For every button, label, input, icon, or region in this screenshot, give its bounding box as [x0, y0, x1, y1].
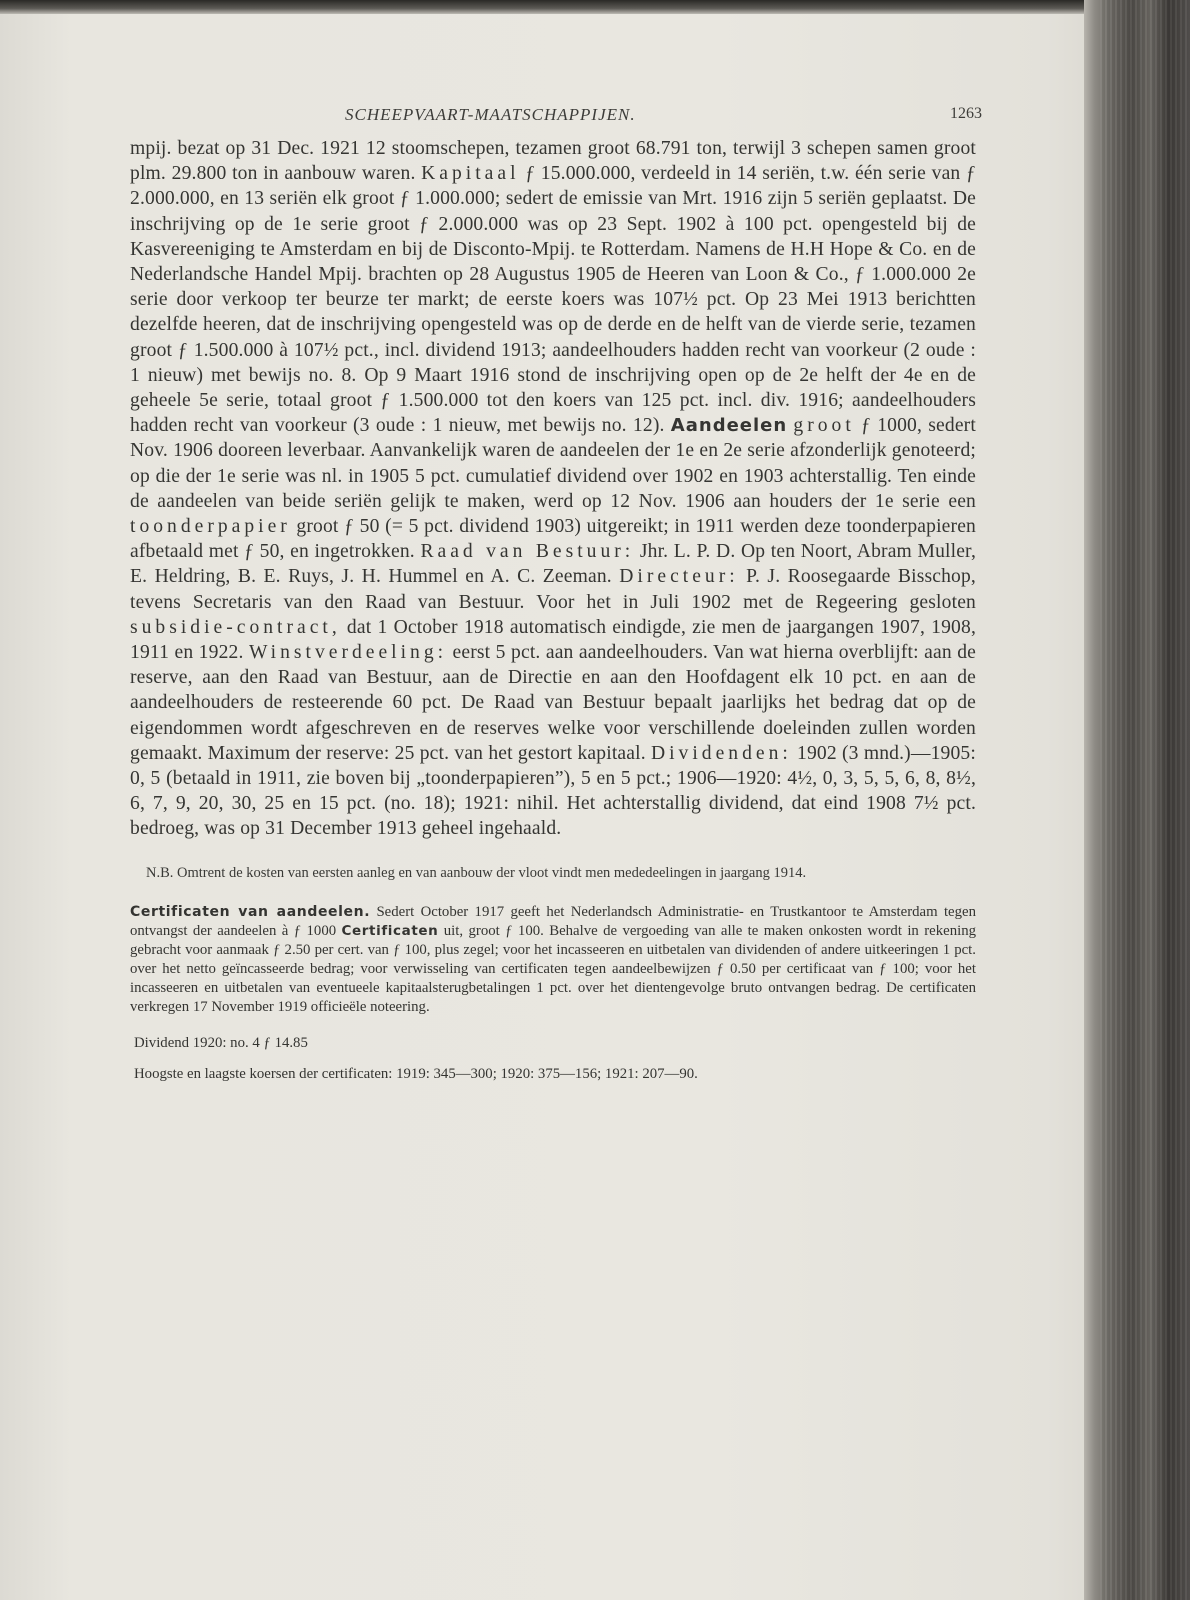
directeur-label: Directeur:	[619, 566, 739, 588]
certificaten-text-1: Sedert October 1917 geeft het Nederlandsch Administratie- en Trustkantoor te Amsterdam tegen ontvangst der aandeelen à ƒ 1000	[130, 904, 976, 940]
certificaten-bold-word: Certificaten	[341, 923, 439, 940]
page-number: 1263	[950, 105, 982, 122]
subsidie-label: subsidie-contract,	[130, 616, 341, 638]
dividenden-label: Dividenden:	[650, 742, 792, 764]
main-paragraph	[130, 136, 976, 842]
text-fragment-4: groot ƒ 50 (= 5 pct. dividend 1903) uitgereikt; in 1911 werden deze toonderpapieren afbetaald met ƒ 50, en ingetrokken.	[130, 516, 976, 563]
raad-label: Raad van Bestuur:	[420, 541, 635, 563]
dividend-line: Dividend 1920: no. 4 ƒ 14.85	[134, 1035, 308, 1052]
text-fragment-3: ƒ 1000, sedert Nov. 1906 dooreen leverbaar. Aanvankelijk waren de aandeelen der 1e en 2e serie afzonderlijk genoteerd; op die der 1e serie was nl. in 1905 5 pct. cumulatief dividend over 1902 en 1903 achterstallig. Ten einde de aandeelen van beide seriën gelijk te maken, werd op 12 Nov. 1906 aan houders der 1e serie een	[130, 415, 976, 512]
nb-note: N.B. Omtrent de kosten van eersten aanleg en van aanbouw der vloot vindt men mededeelingen in jaargang 1914.	[146, 864, 807, 881]
kapitaal-label: Kapitaal	[421, 163, 520, 185]
certificaten-lead: Certificaten van aandeelen.	[130, 904, 371, 921]
koersen-line: Hoogste en laagste koersen der certificaten: 1919: 345—300; 1920: 375—156; 1921: 207—90.	[134, 1066, 698, 1083]
running-title: SCHEEPVAART-MAATSCHAPPIJEN.	[345, 105, 636, 124]
top-shadow-band	[0, 0, 1190, 14]
page-content	[130, 100, 982, 1083]
page-header	[130, 100, 982, 136]
certificaten-text-2: uit, groot ƒ 100. Behalve de vergoeding van alle te maken onkosten wordt in rekening gebracht voor aanmaak ƒ 2.50 per cert. van ƒ 100, plus zegel; voor het incasseeren en uitbetalen van dividenden of andere uitkeeringen 1 pct. over het netto geïncasseerde bedrag; voor verwisseling van certificaten tegen aandeelbewijzen ƒ 0.50 per certificaat van ƒ 100; voor het incasseeren en uitbetalen van eventueele kapitaalsterugbetalingen 1 pct. over het dientengevolge bruto ontvangen bedrag. De certificaten verkregen 17 November 1919 officieële noteering.	[130, 923, 976, 1016]
text-fragment-6: P. J. Roosegaarde Bisschop, tevens Secretaris van den Raad van Bestuur. Voor het in Juli 1902 met de Regeering gesloten	[130, 566, 976, 613]
certificaten-paragraph	[130, 903, 976, 1017]
text-fragment-2: ƒ 15.000.000, verdeeld in 14 seriën, t.w. één serie van ƒ 2.000.000, en 13 seriën elk groot ƒ 1.000.000; sedert de emissie van Mrt. 1916 zijn 5 seriën geplaatst. De inschrijving op de 1e serie groot ƒ 2.000.000 was op 23 Sept. 1902 à 100 pct. opengesteld bij de Kasvereeniging te Amsterdam en bij de Disconto-Mpij. te Rotterdam. Namens de H.H Hope & Co. en de Nederlandsche Handel Mpij. brachten op 28 Augustus 1905 de Heeren van Loon & Co., ƒ 1.000.000 2e serie door verkoop ter beurze ter markt; de eerste koers was 107½ pct. Op 23 Mei 1913 berichtten dezelfde heeren, dat de inschrijving opengesteld was op de derde en de helft van de vierde serie, tezamen groot ƒ 1.500.000 à 107½ pct., incl. dividend 1913; aandeelhouders hadden recht van voorkeur (2 oude : 1 nieuw) met bewijs no. 8. Op 9 Maart 1916 stond de inschrijving open op de 2e helft der 4e en de geheele 5e serie, totaal groot ƒ 1.500.000 tot den koers van 125 pct. incl. div. 1916; aandeelhouders hadden recht van voorkeur (3 oude : 1 nieuw, met bewijs no. 12).	[130, 163, 976, 437]
text-fragment-8: eerst 5 pct. aan aandeelhouders. Van wat hierna overblijft: aan de reserve, aan den Raad van Bestuur, aan de Directie en aan den Hoofdagent elk 10 pct. en aan de aandeelhouders de resteerende 60 pct. De Raad van Bestuur bepaalt jaarlijks het bedrag dat op de eigendommen wordt afgeschreven en de reserves welke voor verschillende doeleinden zullen worden gemaakt. Maximum der reserve: 25 pct. van het gestort kapitaal.	[130, 642, 976, 764]
text-fragment-5: Jhr. L. P. D. Op ten Noort, Abram Muller, E. Heldring, B. E. Ruys, J. H. Hummel en A. C. Zeeman.	[130, 541, 976, 588]
winstverdeeling-label: Winstverdeeling:	[248, 642, 448, 664]
book-spine-texture	[1100, 0, 1190, 1600]
aandeelen-label: Aandeelen	[670, 415, 788, 437]
text-fragment-1: mpij. bezat op 31 Dec. 1921 12 stoomschepen, tezamen groot 68.791 ton, terwijl 3 schepen samen groot plm. 29.800 ton in aanbouw waren.	[130, 138, 976, 185]
text-fragment-9: 1902 (3 mnd.)—1905: 0, 5 (betaald in 1911, zie boven bij „toonderpapieren”), 5 en 5 pct.; 1906—1920: 4½, 0, 3, 5, 5, 6, 8, 8½, 6, 7, 9, 20, 30, 25 en 15 pct. (no. 18); 1921: nihil. Het achterstallig dividend, dat eind 1908 7½ pct. bedroeg, was op 31 December 1913 geheel ingehaald.	[130, 742, 976, 840]
text-fragment-7: dat 1 October 1918 automatisch eindigde, zie men de jaargangen 1907, 1908, 1911 en 1922.	[130, 616, 976, 664]
toonderpapier-label: toonderpapier	[130, 516, 291, 538]
groot-label: groot	[793, 415, 855, 437]
main-text	[130, 136, 976, 842]
